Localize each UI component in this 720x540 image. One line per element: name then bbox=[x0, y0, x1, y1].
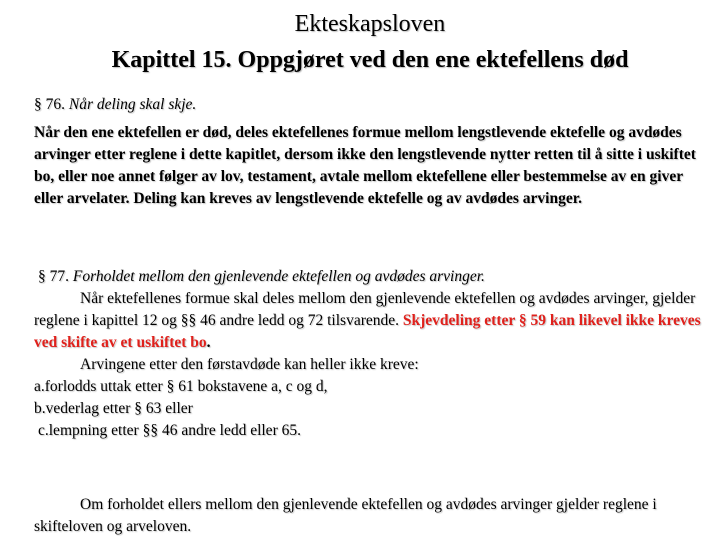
list-item-b: b.vederlag etter § 63 eller bbox=[34, 400, 193, 417]
section-76-heading bbox=[34, 94, 709, 116]
section-77 bbox=[34, 266, 709, 442]
paragraph-end-period: . bbox=[206, 334, 211, 351]
highlighted-text: Skjevdeling etter § 59 kan likevel ikke kreves ved skifte av et uskiftet bo bbox=[34, 312, 701, 351]
section-77-paragraph-1-text: Når ektefellenes formue skal deles mellom den gjenlevende ektefellen og avdødes arvinger, gjelder reglene i kapittel 12 og §§ 46 andre ledd og 72 tilsvarende. bbox=[34, 290, 696, 329]
section-77-paragraph-1 bbox=[34, 288, 709, 354]
section-77-paragraph-2: Arvingene etter den førstavdøde kan heller ikke kreve: bbox=[80, 356, 419, 373]
section-77-paragraph-3-text: Om forholdet ellers mellom den gjenlevende ektefellen og avdødes arvinger gjelder reglene i skifteloven og arveloven. bbox=[34, 496, 657, 535]
list-item-a: a.forlodds uttak etter § 61 bokstavene a, c og d, bbox=[34, 378, 328, 395]
section-77-number: § 77. bbox=[38, 268, 69, 285]
section-77-title: Forholdet mellom den gjenlevende ektefellen og avdødes arvinger. bbox=[72, 268, 485, 285]
section-77-heading bbox=[34, 266, 709, 288]
section-76-body: Når den ene ektefellen er død, deles ektefellenes formue mellom lengstlevende ektefelle og avdødes arvinger etter reglene i dette kapitlet, dersom ikke den lengstlevende nytter retten til å sitte i uskiftet bo, eller noe annet følger av lov, testament, avtale mellom ektefellene eller bestemmelse av en giver eller arvelater. Deling kan kreves av lengstlevende ektefelle og av avdødes arvinger. bbox=[34, 124, 696, 207]
law-title: Ekteskapsloven bbox=[294, 11, 446, 37]
section-76-title: Når deling skal skje. bbox=[68, 96, 197, 113]
chapter-title: Kapittel 15. Oppgjøret ved den ene ektefellens død bbox=[111, 47, 629, 73]
list-item-c: c.lempning etter §§ 46 andre ledd eller 65. bbox=[38, 422, 301, 439]
section-76-number: § 76. bbox=[34, 96, 65, 113]
section-76 bbox=[34, 94, 709, 210]
section-77-paragraph-3 bbox=[34, 494, 709, 538]
